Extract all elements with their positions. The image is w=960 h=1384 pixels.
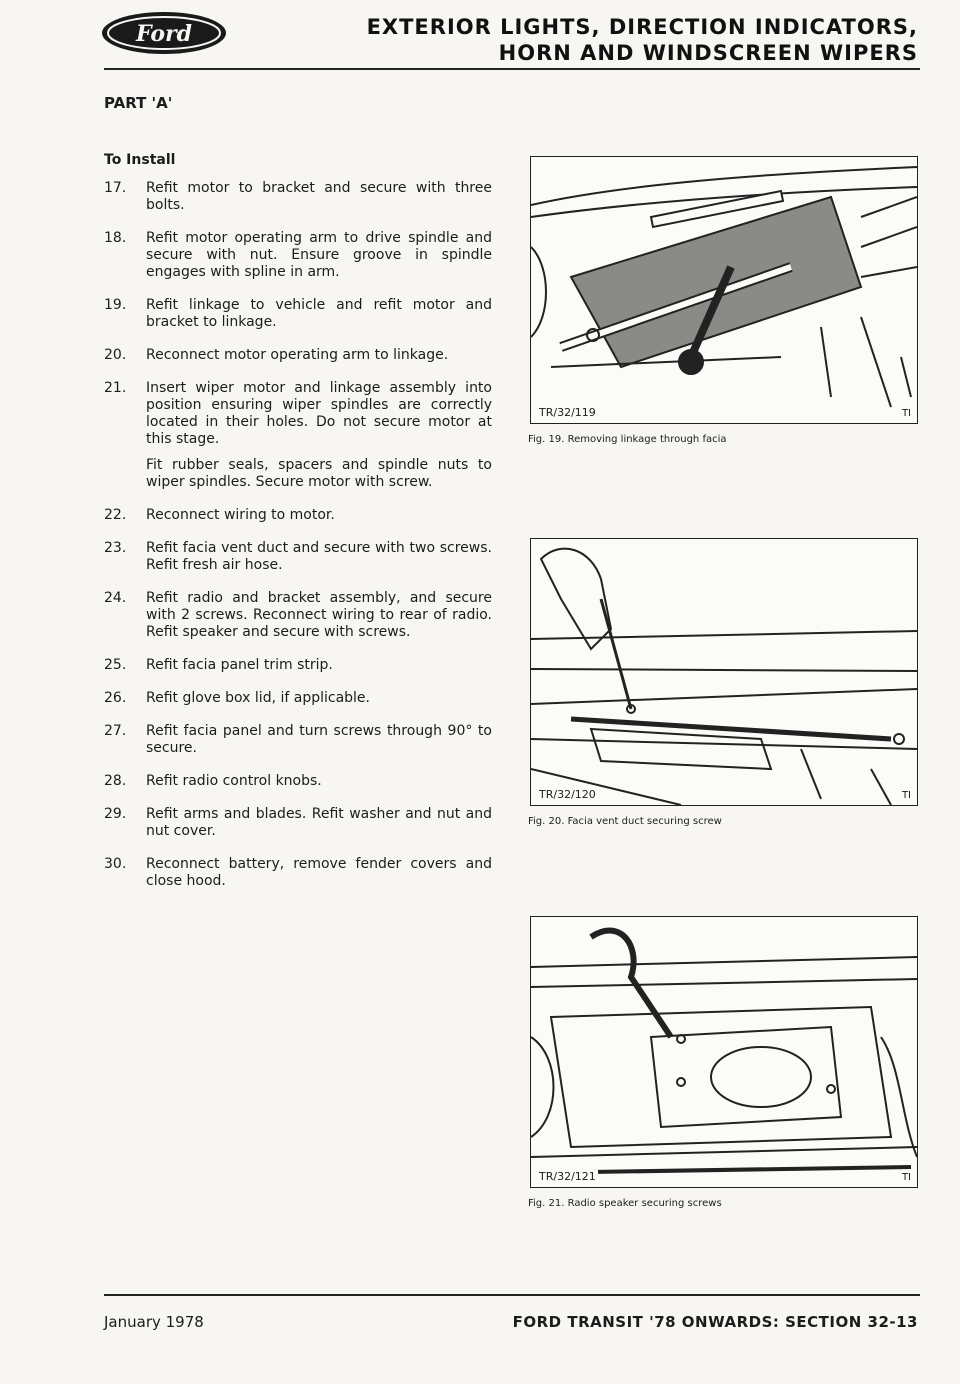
step-text: Refit facia panel trim strip.: [146, 657, 333, 673]
step-28: [104, 773, 492, 790]
install-steps: [104, 180, 492, 906]
step-text: Reconnect battery, remove fender covers and close hood.: [146, 856, 492, 889]
part-label: PART 'A': [104, 94, 173, 112]
step-text: Refit radio and bracket assembly, and secure with 2 screws. Reconnect wiring to rear of radio. Refit speaker and secure with screws.: [146, 590, 492, 640]
ford-logo: [100, 10, 228, 56]
page-title: [367, 14, 918, 66]
title-line-2: HORN AND WINDSCREEN WIPERS: [498, 41, 918, 65]
step-27: [104, 723, 492, 757]
figure-caption: Fig. 19. Removing linkage through facia: [528, 434, 727, 445]
figure-mark: TI: [901, 1172, 911, 1183]
step-text: Reconnect wiring to motor.: [146, 507, 335, 523]
svg-text:Ford: Ford: [135, 21, 193, 47]
figure-19: [530, 156, 918, 445]
step-number: 18.: [104, 230, 127, 246]
figure-ref: TR/32/121: [539, 1170, 596, 1183]
figure-21: [530, 916, 918, 1209]
figure-caption: Fig. 21. Radio speaker securing screws: [528, 1198, 722, 1209]
step-number: 20.: [104, 347, 127, 363]
step-number: 30.: [104, 856, 127, 872]
step-text: Refit facia panel and turn screws through 90° to secure.: [146, 723, 492, 756]
step-text: Reconnect motor operating arm to linkage.: [146, 347, 449, 363]
step-18: [104, 230, 492, 281]
step-text: Refit motor to bracket and secure with three bolts.: [146, 180, 492, 213]
step-25: [104, 657, 492, 674]
step-30: [104, 856, 492, 890]
step-text: Refit linkage to vehicle and refit motor and bracket to linkage.: [146, 297, 492, 330]
header-rule: [104, 68, 920, 70]
footer-date: January 1978: [104, 1313, 204, 1331]
step-19: [104, 297, 492, 331]
footer-rule: [104, 1294, 920, 1296]
step-number: 25.: [104, 657, 127, 673]
step-text: Refit facia vent duct and secure with two screws. Refit fresh air hose.: [146, 540, 492, 573]
step-number: 28.: [104, 773, 127, 789]
section-heading: To Install: [104, 152, 176, 168]
step-number: 22.: [104, 507, 127, 523]
figure-mark: TI: [901, 408, 911, 419]
step-text: Refit glove box lid, if applicable.: [146, 690, 370, 706]
figure-ref: TR/32/120: [539, 788, 596, 801]
figure-20: [530, 538, 918, 827]
figure-mark: TI: [901, 790, 911, 801]
step-number: 26.: [104, 690, 127, 706]
step-number: 29.: [104, 806, 127, 822]
step-24: [104, 590, 492, 641]
step-number: 21.: [104, 380, 127, 396]
figure-20-illustration: [530, 538, 918, 806]
figure-caption: Fig. 20. Facia vent duct securing screw: [528, 816, 722, 827]
step-29: [104, 806, 492, 840]
step-21: [104, 380, 492, 491]
figure-19-illustration: [530, 156, 918, 424]
figure-ref: TR/32/119: [539, 406, 596, 419]
step-20: [104, 347, 492, 364]
step-22: [104, 507, 492, 524]
title-line-1: EXTERIOR LIGHTS, DIRECTION INDICATORS,: [366, 15, 918, 39]
step-number: 23.: [104, 540, 127, 556]
step-number: 24.: [104, 590, 127, 606]
step-text: Insert wiper motor and linkage assembly into position ensuring wiper spindles are correctly located in their holes. Do not secure motor at this stage.: [146, 380, 492, 447]
footer-section: FORD TRANSIT '78 ONWARDS: SECTION 32-13: [512, 1313, 918, 1331]
step-23: [104, 540, 492, 574]
step-26: [104, 690, 492, 707]
step-number: 19.: [104, 297, 127, 313]
step-number: 27.: [104, 723, 127, 739]
step-text: Refit radio control knobs.: [146, 773, 322, 789]
step-text: Refit arms and blades. Refit washer and nut and nut cover.: [146, 806, 492, 839]
step-17: [104, 180, 492, 214]
step-number: 17.: [104, 180, 127, 196]
step-text: Refit motor operating arm to drive spindle and secure with nut. Ensure groove in spindle engages with spline in arm.: [146, 230, 492, 280]
figure-21-illustration: [530, 916, 918, 1188]
step-text: Fit rubber seals, spacers and spindle nuts to wiper spindles. Secure motor with screw.: [146, 457, 492, 490]
